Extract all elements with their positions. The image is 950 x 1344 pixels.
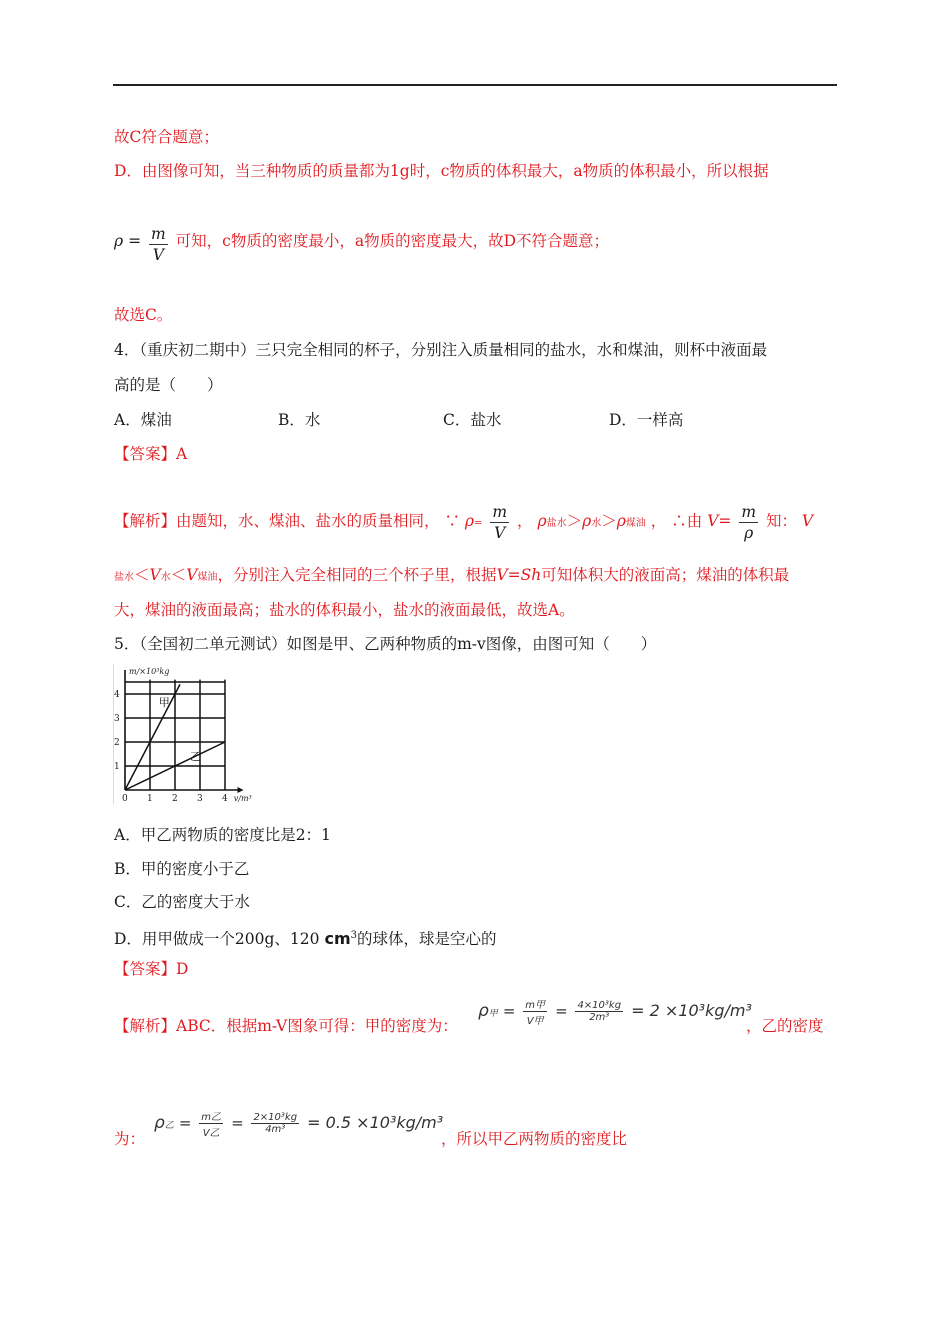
num2-yi: 2×10³kg [253,1112,298,1123]
rho: ρ [464,512,475,530]
numerator: m [151,225,166,243]
q4-stem-1: 4．（重庆初二期中）三只完全相同的杯子，分别注入质量相同的盐水，水和煤油，则杯中液面最 [114,341,768,359]
gt-2: ＞ [601,512,617,530]
comma-2: ， [650,512,667,530]
series-label-yi: 乙 [190,750,201,763]
result-jia: = 2 ×10³kg/m³ [631,1001,752,1020]
q5-analysis-line1 [114,1016,458,1036]
rho-symbol: ρ [114,232,124,250]
v-letter: V [801,512,814,530]
num-yi: m乙 [199,1108,223,1124]
q4-analysis-line1 [114,502,813,543]
numerator: m [492,503,508,521]
therefore: ∴由 [671,512,703,530]
q4-option-b: B．水 [278,411,321,429]
fraction-m-v-yi [199,1108,223,1139]
q3-line-d2: 可知，c物质的密度最小，a物质的密度最大，故D不符合题意； [175,232,609,250]
formula-jia: ρ甲 = $\frac{\text{m甲}}{\text{V甲}}$ = $\frac{\text{4×10³kg}}{\text{2m³}}$ = 2 ×10³kg/m³ [478,996,752,1027]
den2-yi: 4m³ [265,1124,286,1135]
rho-yi: ρ [154,1113,165,1133]
y-tick-label: 4 [114,690,120,700]
den-jia: V甲 [526,1016,544,1027]
series-label-jia: 甲 [158,696,170,709]
x-tick-label: 1 [147,794,153,804]
denominator: V [494,524,506,542]
opt-d-post: 的球体，球是空心的 [357,930,497,949]
x-tick-label: 3 [197,794,203,804]
v-eq: V= [707,512,732,530]
x-tick-label: 4 [222,794,228,804]
y-tick-label: 3 [114,714,120,724]
y-tick-label: 2 [114,738,120,748]
gt-1: ＞ [566,512,583,530]
sub-meiyou-2: 煤油 [197,572,218,583]
den-yi: V乙 [202,1128,220,1139]
q4-analysis-line2 [114,565,789,588]
q5-option-a: A．甲乙两物质的密度比是2：1 [114,826,331,844]
analysis1-post: ，乙的密度 [746,1017,824,1035]
q4-analysis-line3: 大，煤油的液面最高；盐水的体积最小，盐水的液面最低，故选A。 [114,601,575,619]
m-over-v-fraction [149,224,168,265]
v-meiyou: V [186,566,198,584]
rho-shui: ρ [582,512,592,530]
sub-yanshui-2: 盐水 [114,572,134,583]
equals: = [128,232,142,250]
opt-d-unit: cm [324,929,351,949]
y-axis-label: m/×10³kg [129,667,170,676]
lt-2: ＜ [170,566,187,584]
rho-meiyou: ρ [616,512,626,530]
lt-1: ＜ [134,566,150,584]
opt-d-pre: D．用甲做成一个200g、120 [114,930,320,949]
chart-background [113,664,261,804]
x-tick-label: 0 [122,794,128,804]
q4-answer: 【答案】A [114,445,188,463]
q5-option-d [114,926,497,949]
sub-shui-2: 水 [160,572,171,583]
density-fraction [490,502,509,543]
m-over-rho-fraction [739,502,758,543]
because-symbol: ∵ [444,512,460,530]
zhi: 知： [765,512,797,530]
comma: ， [517,512,533,530]
analysis1-pre: 【解析】ABC．根据m-V图象可得：甲的密度为： [114,1017,458,1035]
q3-formula-line [114,224,609,265]
denominator: ρ [744,524,754,542]
q5-option-c: C．乙的密度大于水 [114,893,250,911]
line2-rest: ，分别注入完全相同的三个杯子里，根据 [217,566,497,584]
result-yi: = 0.5 ×10³kg/m³ [307,1113,444,1132]
q3-choose: 故选C。 [114,306,173,324]
sub-shui: 水 [591,518,602,529]
q4-stem-2: 高的是（ ） [114,376,223,394]
q5-option-b: B．甲的密度小于乙 [114,860,250,878]
sub-meiyou: 煤油 [625,518,646,529]
analysis2-pre: 为： [114,1130,146,1148]
rho-jia: ρ [478,1001,489,1021]
rho-yi-sub: 乙 [164,1121,174,1131]
num-jia: m甲 [523,996,547,1012]
q4-option-a: A．煤油 [114,411,172,429]
rho-jia-sub: 甲 [488,1009,498,1019]
q5-answer: 【答案】D [114,960,189,978]
sub-yanshui: 盐水 [546,518,567,529]
opt-d-sup: 3 [350,930,357,941]
rho-yanshui: ρ [537,512,547,530]
line2-tail: 可知体积大的液面高；煤油的体积最 [541,566,790,584]
vsh: V=Sh [496,566,542,584]
den2-jia: 2m³ [589,1012,610,1023]
q4-option-c: C．盐水 [443,411,502,429]
fraction-values-yi [251,1112,299,1135]
x-axis-label: v/m³ [233,794,252,803]
num2-jia: 4×10³kg [577,1000,622,1011]
q4-option-d: D．一样高 [609,411,684,429]
m-v-chart [113,664,261,804]
eq-small: = [474,518,483,529]
y-tick-label: 1 [114,762,120,772]
q5-stem: 5．（全国初二单元测试）如图是甲、乙两种物质的m-v图像，由图可知（ ） [114,635,657,653]
denominator: V [152,246,164,264]
q3-line-d: D．由图像可知，当三种物质的质量都为1g时，c物质的体积最大，a物质的体积最小，所以根据 [114,162,769,180]
fraction-m-v-jia [523,996,547,1027]
numerator: m [741,503,757,521]
header-rule [113,84,837,86]
q3-line-c: 故C符合题意； [114,128,219,146]
v-shui: V [149,566,161,584]
x-tick-label: 2 [172,794,178,804]
formula-yi: ρ乙 = $\frac{\text{m乙}}{\text{V乙}}$ = $\frac{\text{2×10³kg}}{\text{4m³}}$ = 0.5 ×10³kg/m³ [154,1108,443,1139]
fraction-values-jia [575,1000,623,1023]
analysis2-post: ，所以甲乙两物质的密度比 [441,1130,628,1148]
analysis-prefix: 【解析】由题知，水、煤油、盐水的质量相同， [114,512,440,530]
